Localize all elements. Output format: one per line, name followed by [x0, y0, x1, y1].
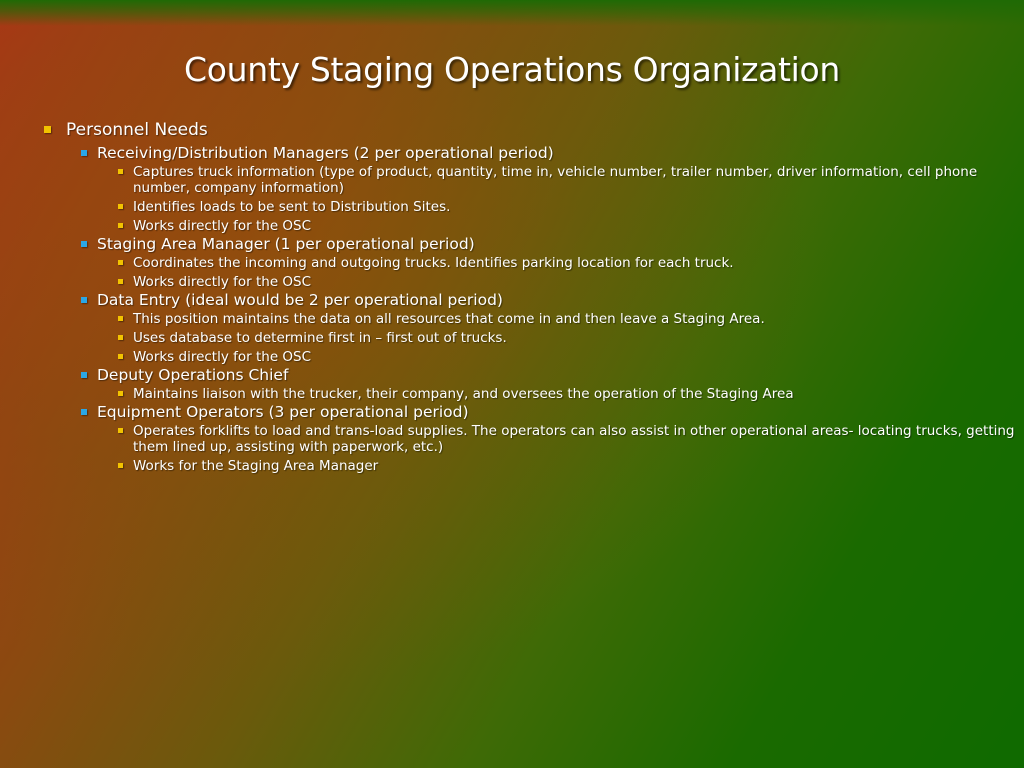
bullet-text: Personnel Needs	[66, 120, 208, 140]
bullet-item	[40, 274, 1020, 290]
bullet-text: Uses database to determine first in – first out of trucks.	[133, 330, 507, 346]
bullet-item	[40, 386, 1020, 402]
bullet-text: Identifies loads to be sent to Distribution Sites.	[133, 199, 451, 215]
square-bullet-icon	[44, 126, 51, 133]
bullet-item	[40, 234, 1020, 254]
square-bullet-icon	[118, 260, 123, 265]
bullet-item	[40, 218, 1020, 234]
square-bullet-icon	[118, 279, 123, 284]
bullet-text: Deputy Operations Chief	[97, 366, 289, 384]
bullet-item	[40, 311, 1020, 327]
bullet-item	[40, 330, 1020, 346]
square-bullet-icon	[81, 372, 87, 378]
square-bullet-icon	[118, 223, 123, 228]
square-bullet-icon	[118, 204, 123, 209]
top-color-band	[0, 0, 1024, 26]
bullet-item	[40, 118, 1020, 142]
slide-title: County Staging Operations Organization	[183, 50, 841, 89]
bullet-item	[40, 164, 1020, 196]
square-bullet-icon	[118, 391, 123, 396]
bullet-item	[40, 423, 1020, 455]
bullet-text: Data Entry (ideal would be 2 per operational period)	[97, 291, 503, 309]
square-bullet-icon	[81, 297, 87, 303]
square-bullet-icon	[118, 428, 123, 433]
bullet-item	[40, 199, 1020, 215]
bullet-text: Maintains liaison with the trucker, their company, and oversees the operation of the Staging Area	[133, 386, 794, 402]
bullet-item	[40, 290, 1020, 310]
bullet-text: Works directly for the OSC	[133, 349, 312, 365]
square-bullet-icon	[118, 463, 123, 468]
bullet-item	[40, 349, 1020, 365]
bullet-list	[40, 118, 1020, 474]
bullet-text: Receiving/Distribution Managers (2 per operational period)	[97, 144, 554, 162]
bullet-item	[40, 458, 1020, 474]
bullet-item	[40, 365, 1020, 385]
bullet-text: Works directly for the OSC	[133, 218, 312, 234]
bullet-item	[40, 402, 1020, 422]
bullet-text: Staging Area Manager (1 per operational period)	[97, 235, 475, 253]
bullet-text: Equipment Operators (3 per operational period)	[97, 403, 469, 421]
square-bullet-icon	[81, 409, 87, 415]
square-bullet-icon	[81, 150, 87, 156]
square-bullet-icon	[81, 241, 87, 247]
square-bullet-icon	[118, 354, 123, 359]
slide-body	[40, 118, 1020, 474]
square-bullet-icon	[118, 335, 123, 340]
bullet-item	[40, 143, 1020, 163]
bullet-item	[40, 255, 1020, 271]
bullet-text: Coordinates the incoming and outgoing trucks. Identifies parking location for each truck.	[133, 255, 734, 271]
bullet-text: Operates forklifts to load and trans-load supplies. The operators can also assist in other operational areas- locating trucks, getting them lined up, assisting with paperwork, etc.)	[133, 423, 1015, 455]
bullet-text: Works for the Staging Area Manager	[133, 458, 379, 474]
square-bullet-icon	[118, 316, 123, 321]
square-bullet-icon	[118, 169, 123, 174]
bullet-text: Captures truck information (type of product, quantity, time in, vehicle number, trailer number, driver information, cell phone number, company information)	[133, 164, 978, 196]
bullet-text: This position maintains the data on all resources that come in and then leave a Staging Area.	[133, 311, 765, 327]
bullet-text: Works directly for the OSC	[133, 274, 312, 290]
